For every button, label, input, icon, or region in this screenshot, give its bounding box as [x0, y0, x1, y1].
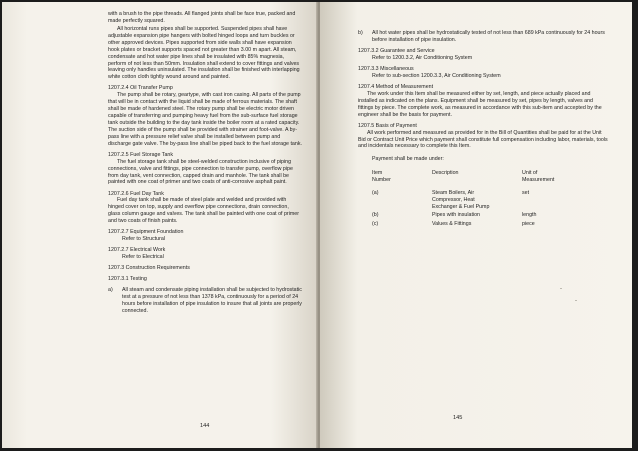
- table-cell: piece: [522, 220, 535, 227]
- scan-speck: [560, 288, 562, 289]
- right-page: [320, 2, 632, 448]
- section-heading: 1207.2.4 Oil Transfer Pump: [108, 85, 173, 92]
- payment-intro: Payment shall be made under:: [372, 156, 444, 163]
- section-body: Refer to Electrical: [122, 254, 164, 261]
- table-cell: Pipes with insulation: [432, 212, 480, 219]
- list-item-text: All hot water pipes shall be hydrostatically tested of not less than 689 kPa continuously for 24 hours before installation of pipe insulation.: [372, 30, 605, 43]
- section-heading: 1207.2.5 Fuel Storage Tank: [108, 151, 173, 158]
- section-heading: 1207.5 Basis of Payment: [358, 122, 417, 129]
- table-header-row: [372, 170, 554, 185]
- left-page: [2, 2, 318, 448]
- section-heading: 1207.2.7 Electrical Work: [108, 247, 166, 254]
- page-number: 144: [200, 423, 210, 429]
- section-body: The fuel storage tank shall be steel-welded construction inclusive of piping connections, valve and fittings, pipe connection to transfer pump, overflow pipe from day tank, vent connection, capped drain and manhole. The tank shall be painted with one coat of primer and two coats of anti-corrosive asphalt paint.: [108, 158, 293, 186]
- section-heading: 1207.3.3 Miscellaneous: [358, 66, 414, 72]
- payment-table: [372, 170, 554, 229]
- section-heading: 1207.2.7 Equipment Foundation: [108, 229, 184, 236]
- section-body: Refer to Structural: [122, 236, 165, 243]
- paragraph: All horizontal runs pipes shall be supported. Suspended pipes shall have adjustable expansion pipe hangers with bolted hinged loops and turn buckles or other approved devices. Pipes supported from side walls shall have expansion hook plates or bracket supports spaced not greater than 3.00 m apart. All steam, condensate and hot water pipe lines shall be insulated with 85% magnesia, perform of not less than 50mm. Insulation shall extend to cover fittings and valves leaving only handles uninsulated. The insulation shall be finished with interlapping white cotton cloth tightly wound around and painted.: [108, 26, 300, 81]
- table-cell: (b): [372, 212, 379, 219]
- table-cell: Steam Boilers, Air Compressor, Heat Exchanger & Fuel Pump: [432, 190, 490, 210]
- section-body: Refer to sub-section 1200.3.3, Air Conditioning System: [372, 72, 501, 79]
- list-item: [108, 287, 302, 315]
- section-heading: 1207.2.6 Fuel Day Tank: [108, 190, 164, 197]
- column-header: Item Number: [372, 170, 391, 183]
- table-cell: set: [522, 190, 530, 197]
- list-item-label: b): [358, 30, 363, 36]
- list-item-text: All steam and condensate piping installation shall be subjected to hydrostatic test at a pressure of not less than 1378 kPa, continuously for a period of 24 hours before installation of pipe insulation to insure that all joints are properly connected.: [122, 287, 302, 315]
- table-cell: Values & Fittings: [432, 220, 472, 227]
- column-header: Unit of Measurement: [522, 170, 555, 183]
- table-row: [372, 185, 554, 212]
- table-row: [372, 212, 554, 221]
- left-page-text: [108, 11, 302, 315]
- book-spread: [2, 2, 632, 448]
- section-body: Refer to 1200.3.2, Air Conditioning System: [372, 54, 473, 61]
- scan-speck: [575, 300, 577, 301]
- section-body: The work under this Item shall be measured either by set, length, and piece actually placed and installed as indicated on the plans. Equipment shall be measured by set, pipes by length, valves and fittings by piece. The complete work, as measured in accordance with this sub-item and accepted by the engineer shall be the basis for payment.: [358, 90, 602, 118]
- section-heading: 1207.3 Construction Requirements: [108, 265, 190, 272]
- right-page-text: [358, 30, 608, 229]
- section-heading: 1207.3.2 Guarantee and Service: [358, 48, 435, 54]
- section-body: The pump shall be rotary, geartype, with cast iron casing. All parts of the pump that will be in contact with the liquid shall be made of ferrous materials. The shaft shall be made of hardened steel. The rotary pump shall be electric motor driven capable of transferring and pumping heavy fuel from the sub-surface fuel storage tank outside the building to the day tank inside the boiler room at a rated capacity. The suction side of the pump shall be provided with strainer and foot-valve. A by-pass line with a pressure relief valve shall be installed between pump and discharge gate valve. The by-pass line shall be piped back to the fuel storage tank.: [108, 92, 302, 147]
- table-cell: (a): [372, 190, 379, 197]
- section-body: Fuel day tank shall be made of steel plate and welded and provided with hinged cover on top, supply and overflow pipe connections, drain connection, glass column gauge and valves. The tank shall be painted with one coat of primer and two coats of finish paints.: [108, 197, 299, 225]
- paragraph: with a brush to the pipe threads. All flanged joints shall be face true, packed and made perfectly squared.: [108, 11, 296, 24]
- list-item-label: a): [108, 287, 113, 294]
- table-row: [372, 221, 554, 230]
- table-cell: (c): [372, 220, 379, 227]
- section-heading: 1207.3.1 Testing: [108, 276, 147, 283]
- column-header: Description: [432, 170, 459, 177]
- page-number: 145: [453, 415, 463, 421]
- section-heading: 1207.4 Method of Measurement: [358, 84, 434, 90]
- list-item: [358, 30, 608, 44]
- table-cell: length: [522, 212, 537, 219]
- section-body: All work performed and measured as provided for in the Bill of Quantities shall be paid for at the Unit Bid or Contract Unit Price which payment shall constitute full compensation including labor, materials, tools and incidentals necessary to complete this Item.: [358, 129, 608, 150]
